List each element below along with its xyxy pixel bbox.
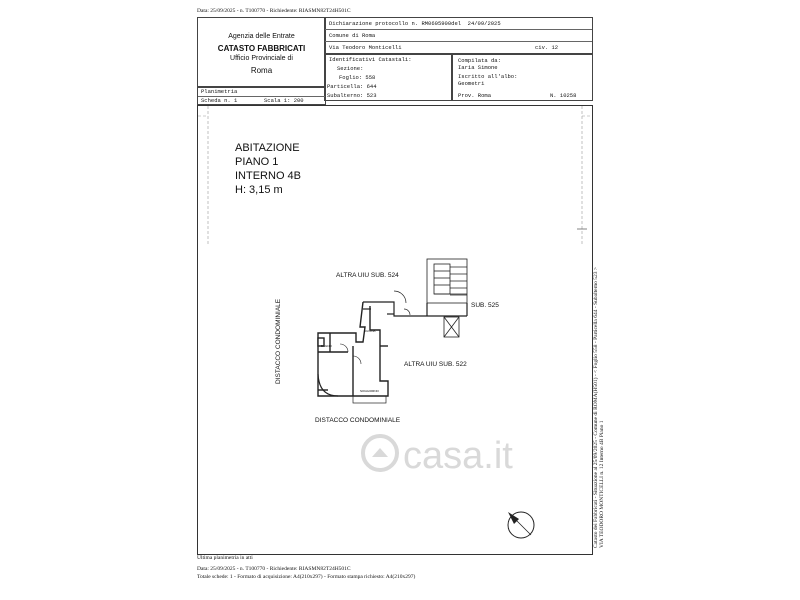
unit-floor: PIANO 1 bbox=[235, 156, 279, 168]
agency-name: Agenzia delle Entrate bbox=[228, 33, 295, 40]
subalterno: Subalterno: 523 bbox=[327, 92, 377, 99]
stairwell bbox=[427, 259, 467, 303]
ufficio-label: Ufficio Provinciale di bbox=[230, 55, 293, 62]
provincia: Prov. Roma bbox=[458, 92, 492, 99]
lift-shaft bbox=[444, 317, 459, 337]
watermark-text: casa.it bbox=[403, 435, 513, 477]
address: Via Teodoro Monticelli bbox=[329, 44, 402, 51]
albo: Geometri bbox=[458, 80, 485, 87]
scala: Scala 1: 200 bbox=[264, 97, 304, 104]
room-label-bagno: BAGNO bbox=[321, 344, 332, 348]
unit-type: ABITAZIONE bbox=[235, 142, 300, 154]
unit-interno: INTERNO 4B bbox=[235, 170, 302, 182]
ufficio-city: Roma bbox=[250, 66, 273, 75]
footer-ultima: Ultima planimetria in atti bbox=[197, 555, 253, 561]
unit-height: H: 3,15 m bbox=[235, 184, 283, 196]
identifiers-box bbox=[324, 53, 453, 101]
compiler-name: Iaria Simone bbox=[458, 64, 498, 71]
side-text-line1: Catasto dei Fabbricati - Situazione al 25/09/2025 - Comune di ROMA(H501) - < Foglio 558 - Particella 644 - Subalterno 523 > bbox=[593, 266, 599, 548]
side-text-line2: VIA TEODORO MONTICELLI n. 12 Interno 4B Piano 1 bbox=[599, 420, 605, 548]
compiler-box bbox=[451, 53, 593, 101]
label-distacco-horizontal: DISTACCO CONDOMINIALE bbox=[315, 417, 401, 424]
compilata-label: Compilata da: bbox=[458, 57, 501, 64]
numero: N. 10258 bbox=[550, 92, 577, 99]
planimetria-box bbox=[197, 87, 326, 105]
protocol-date: 24/09/2025 bbox=[467, 20, 501, 27]
watermark bbox=[363, 435, 513, 477]
declaration-box bbox=[324, 17, 593, 55]
apartment-walls bbox=[318, 302, 388, 396]
room-label-soggiorno: SOGGIORNO bbox=[360, 389, 379, 393]
label-altra-524: ALTRA UIU SUB. 524 bbox=[336, 272, 399, 279]
planimetria-title: Planimetria bbox=[201, 88, 238, 95]
iscritto-label: Iscritto all'albo: bbox=[458, 73, 518, 80]
catasto-title: CATASTO FABBRICATI bbox=[217, 44, 306, 53]
label-distacco-vertical: DISTACCO CONDOMINIALE bbox=[275, 298, 282, 384]
label-sub-525: SUB. 525 bbox=[471, 302, 499, 309]
agency-box bbox=[197, 17, 326, 87]
scheda: Scheda n. 1 bbox=[201, 97, 238, 104]
footer-totale: Totale schede: 1 - Formato di acquisizione: A4(210x297) - Formato stampa richiesto: A4(210x297) bbox=[197, 574, 416, 580]
plan-frame bbox=[197, 105, 593, 555]
civico: civ. 12 bbox=[535, 44, 559, 51]
floor-plan bbox=[198, 106, 592, 554]
particella: Particella: 644 bbox=[327, 83, 377, 90]
label-altra-522: ALTRA UIU SUB. 522 bbox=[404, 361, 467, 368]
protocol-label: Dichiarazione protocollo n. bbox=[329, 20, 419, 27]
footer-meta: Data: 25/09/2025 - n. T100770 - Richiedente: RIASMN82T24H501C bbox=[197, 566, 351, 572]
corridor-walls bbox=[363, 302, 467, 316]
protocol-number: RM0605900del bbox=[421, 20, 462, 27]
foglio: Foglio: 558 bbox=[339, 74, 376, 81]
side-text bbox=[593, 248, 605, 548]
ident-title: Identificativi Catastali: bbox=[329, 56, 412, 63]
room-label-cucina: CUCINA bbox=[364, 329, 376, 333]
top-meta: Data: 25/09/2025 - n. T100770 - Richiedente: RIASMN82T24H501C bbox=[197, 8, 351, 14]
north-arrow-icon bbox=[508, 512, 534, 538]
comune: Comune di Roma bbox=[329, 32, 376, 39]
sezione: Sezione: bbox=[337, 65, 364, 72]
